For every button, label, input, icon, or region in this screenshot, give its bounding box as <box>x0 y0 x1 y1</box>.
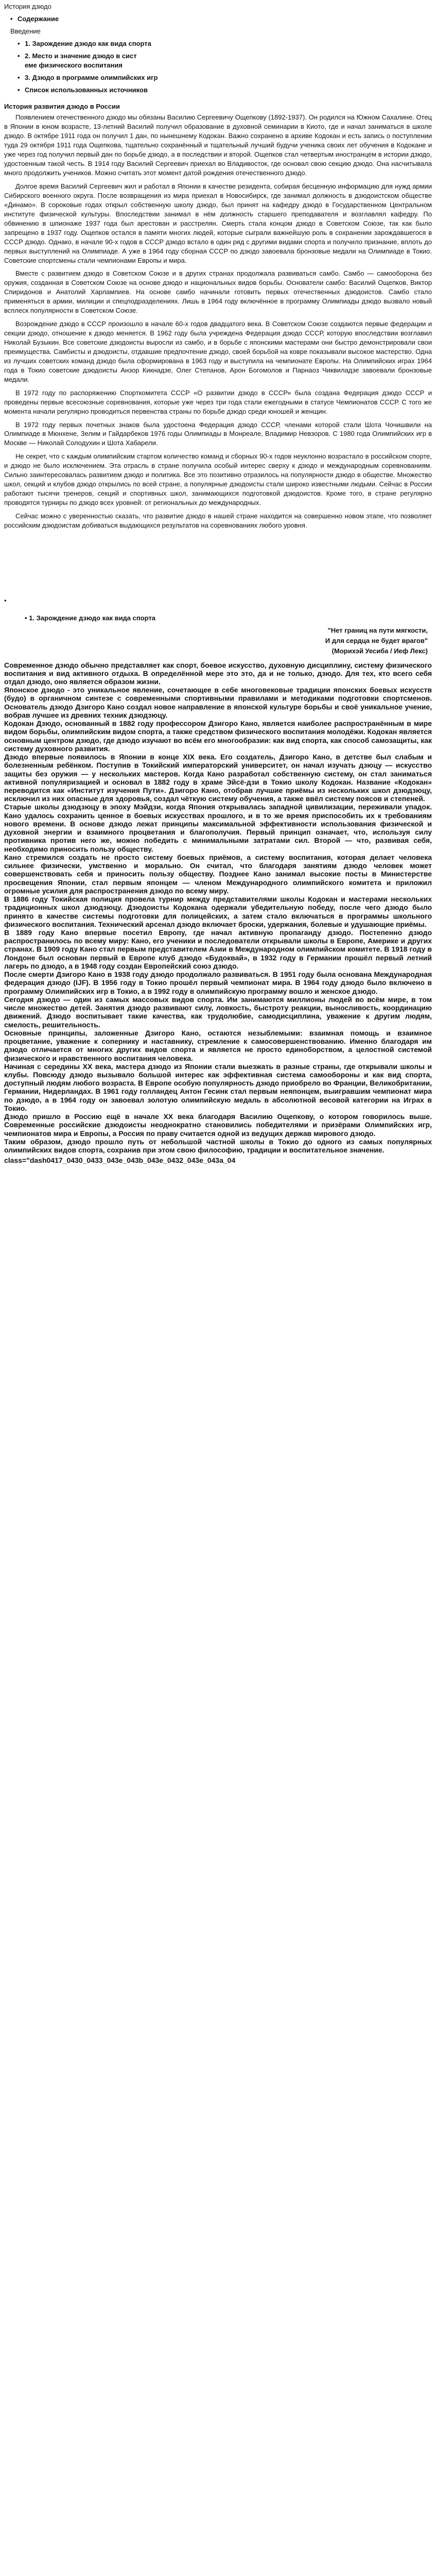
toc-item-1[interactable] <box>10 39 432 48</box>
toc-item-1-text: 1. Зарождение дзюдо как вида спорта <box>25 39 151 47</box>
chapter-paragraph: В 1889 году Кано впервые посетил Европу, где начал активную пропаганду дзюдо. Постепенно дзюдо распространилось по всему миру: Кано, его ученики и последователи открывали школы в Европе, Америке и других странах. В 1909 году Кано стал первым представителем Азии в Международном олимпийском комитете. В 1918 году в Лондоне был основан первый в Европе клуб дзюдо «Будоквай», в 1932 году в Германии прошёл первый летний лагерь по дзюдо, а в 1948 году создан Европейский союз дзюдо. <box>4 928 432 970</box>
toc-item-2-text: 2. Место и значение дзюдо в сист <box>25 52 137 60</box>
epigraph-line: "Нет границ на пути мягкости, <box>327 626 428 634</box>
bullet-icon: • <box>18 73 20 81</box>
intro-paragraph: В 1972 году первых почетных знаков была удостоена Федерация дзюдо СССР, членами которой стали Шота Чочишвили на Олимпиаде в Мюнхене, Зелим и Гайдарбеков 1976 годы Олимпиады в Монреале, Владимир Невзоров. С 1980 года Олимпийских игр в Москве — Николай Солодухин и Шота Хабарели. <box>4 420 432 447</box>
chapter-paragraph: Основные принципы, заложенные Дзигоро Кано, остаются незыблемыми: взаимная помощь и взаимное процветание, уважение к сопернику и наставнику, стремление к самосовершенствованию. Именно благодаря им дзюдо отличается от многих других видов спорта и является не просто единоборством, а целостной системой физического и нравственного воспитания человека. <box>4 1028 432 1062</box>
bullet-icon: • <box>25 614 27 622</box>
chapter-paragraph: В 1886 году Токийская полиция провела турнир между представителями школы Кодокан и мастерами нескольких традиционных школ дзюдзюцу. Дзюдоисты Кодокана одержали убедительную победу, после чего дзюдо было принято в качестве системы подготовки для полицейских, а затем стало включаться в программы школьного физического воспитания. Технический арсенал дзюдо включает броски, удержания, болевые и удушающие приёмы. <box>4 895 432 928</box>
chapter-paragraph: Таким образом, дзюдо прошло путь от небольшой частной школы в Токио до одного из самых популярных олимпийских видов спорта, сохранив при этом свою философию, традиции и воспитательное значение. <box>4 1137 432 1155</box>
chapter-paragraph: Современное дзюдо обычно представляет как спорт, боевое искусство, духовную дисциплину, систему физического воспитания и вид активного отдыха. В определённой мере это это, да и не только, дзюдо. Для тех, кто всего себя отдал дзюдо, оно является образом жизни. <box>4 660 432 686</box>
chapter-paragraph: Дзюдо пришло в Россию ещё в начале XX века благодаря Василию Ощепкову, о котором говорилось выше. Современные российские дзюдоисты неоднократно становились победителями и призёрами Олимпийских игр, чемпионатов мира и Европы, а Россия по праву считается одной из ведущих держав мирового дзюдо. <box>4 1112 432 1138</box>
chapter-paragraph: Японское дзюдо - это уникальное явление, сочетающее в себе многовековые традиции японских боевых искусств (будо) в органичном синтезе с современными спортивными правилами и методиками подготовки спортсменов. Основатель дзюдо Дзигоро Кано создал новое направление в японской культуре борьбы и своё уникальное учение, вобрав лучшее из древних техник дзюдзюцу. <box>4 686 432 719</box>
bullet-icon: • <box>18 86 20 94</box>
epigraph-author: (Морихэй Уесиба / Иеф Лекс) <box>332 647 428 655</box>
intro-paragraph: Появлением отечественного дзюдо мы обязаны Василию Сергеевичу Ощепкову (1892-1937). Он родился на Южном Сахалине. Отец в Японии в юном возрасте, 13-летний Василий получил образование в духовной семинарии в Киото, где и начал заниматься в школе дзюдо. В октябре 1911 года он получил 1 дан, по нынешнему Кодокан. Важно сохранено в архиве Кодокан и есть запись о поступлении туда 29 октября 1911 года Ощепкова, тщательно сохранённый и тщательный лучший будучи ученика своих лет обучения в Кодокане и уже через год получил первый дан по борьбе дзюдо, а в последствии и второй. Ощепков стал четвертым иностранцем в истории дзюдо, удостоенным такой честь. В 1914 году Василий Сергеевич приехал во Владивосток, где основал свою секцию дзюдо. Она насчитывала много продолжить учеников. Можно считать этот момент датой рождения отечественного дзюдо. <box>4 113 432 177</box>
chapter-paragraph: Начиная с середины XX века, мастера дзюдо из Японии стали выезжать в разные страны, где открывали школы и клубы. Повсюду дзюдо вызывало большой интерес как эффективная система самообороны и как вид спорта, доступный людям любого возраста. В Европе особую популярность дзюдо приобрело во Франции, Великобритании, Германии, Нидерландах. В 1961 году голландец Антон Гесинк стал первым неяпонцем, выигравшим чемпионат мира по дзюдо, а в 1964 году он завоевал золотую олимпийскую медаль в абсолютной весовой категории на Играх в Токио. <box>4 1062 432 1112</box>
bullet-icon: • <box>10 14 13 23</box>
intro-paragraph: Долгое время Василий Сергеевич жил и работал в Японии в качестве резидента, собирая бесценную информацию для нужд армии Сибирского военного округа. После возвращения из мира приехал в Новосибирск, где занимал должность в дзюдоистском обществе «Динамо». В сороковые годах открыл собственную школу дзюдо, был принят на кафедру дзюдо в Государственном Центральном институте физической культуры. Впоследствии занимал в нём должность старшего преподавателя и возглавлял кафедру. По обвинению в шпионаже 1937 года был арестован и расстрелян. Смерть стала концом дзюдо в Советском Союзе, так как было запрещено в 1937 году. Ощепков остался в памяти многих людей, которые сыграли важнейшую роль в сохранении зарождавшегося в СССР дзюдо. Однако, в начале 90-х годов в СССР дзюдо встало в один ряд с другими видами спорта и получило признание, вплоть до первых выступлений на Олимпиаде. А уже в 1964 году сборная СССР по дзюдо завоевала бронзовые медали на Олимпиаде в Токио. Советские спортсмены стали чемпионами Европы и мира. <box>4 182 432 264</box>
intro-paragraph: Не секрет, что с каждым олимпийским стартом количество команд и сборных 90-х годов неуклонно возрастало в российском спорте, и дзюдо не было исключением. Эта отрасль в стране получила особый интерес сверху к дзюдо и международным соревнованиям. Сильно заинтересовалась развитием дзюдо и политика. Все это позитивно отразилось на популярности дзюдо в обществе. Множество школ, секций и клубов дзюдо открылись по всей стране, а популярные дзюдоисты стали широко известными людьми. Сейчас в России работают тысячи тренеров, секций и спортивных школ, занимающихся подготовкой дзюдоистов. Кроме того, в стране регулярно проводятся турниры по дзюдо всех уровней: от региональных до международных. <box>4 452 432 506</box>
chapter-paragraph: Кано стремился создать не просто систему боевых приёмов, а систему воспитания, которая делает человека сильнее физически, умственно и морально. Он считал, что благодаря занятиям дзюдо человек может совершенствовать себя и приносить пользу обществу. Позднее Кано занимал высокие посты в Министерстве просвещения Японии, стал первым японцем — членом Международного олимпийского комитета и приложил огромные усилия для распространения дзюдо по всему миру. <box>4 853 432 895</box>
intro-heading: История развития дзюдо в России <box>4 102 120 110</box>
spacer <box>4 534 432 596</box>
toc-list <box>10 14 432 95</box>
document-title: История дзюдо <box>4 3 51 10</box>
toc-item-sources[interactable] <box>10 86 432 95</box>
toc-contents-text: Содержание <box>18 14 59 23</box>
stray-bullet: • <box>4 596 7 604</box>
chapter-paragraph: Старые школы дзюдзюцу в эпоху Мэйдзи, когда Япония открывалась западной цивилизации, переживали упадок. Кано удалось сохранить ценное в боевых искусствах прошлого, и в то же время приспособить их к требованиям нового времени. В основе дзюдо лежат принципы максимальной эффективности использования физической и духовной энергии и взаимного процветания и благополучия. Первый принцип означает, что, используя силу противника против него же, можно победить с минимальными затратами сил. Второй — что, развивая себя, необходимо приносить пользу обществу. <box>4 803 432 853</box>
epigraph <box>4 626 428 656</box>
chapter-paragraph: После смерти Дзигоро Кано в 1938 году дзюдо продолжало развиваться. В 1951 году была основана Международная федерация дзюдо (IJF). В 1956 году в Токио прошёл первый чемпионат мира. В 1964 году дзюдо было включено в программу Олимпийских игр в Токио, а в 1992 году в олимпийскую программу вошло и женское дзюдо. <box>4 970 432 995</box>
toc-item-2-text-cont: еме физического воспитания <box>25 61 123 69</box>
toc-item-intro[interactable]: Введение <box>10 27 41 35</box>
chapter-1-title <box>25 614 432 623</box>
intro-paragraph: Возрождение дзюдо в СССР произошло в начале 60-х годов двадцатого века. В Советском Союзе создаются первые федерации и секции дзюдо, отношение к дзюдо меняется. В 1962 году была учреждена Федерация дзюдо СССР, которую впоследствии возглавил Николай Бузыкин. Все советские дзюдоисты выросли из самбо, и в борьбе с японскими мастерами они быстро демонстрировали свои преимущества. Самбисты и дзюдоисты, отдавшие предпочтение дзюдо, своей борьбой на ковре показывали высокое мастерство. Одна из лучших советских команд дзюдо была сформирована в 1963 году и выступила на чемпионате Европы. На Олимпийских играх 1964 года в Токио советские дзюдоисты Анзор Кикнадзе, Олег Степанов, Арон Богомолов и Парнаоз Чиквиладзе завоевали бронзовые медали. <box>4 320 432 383</box>
chapter-paragraph: Кодокан Дзюдо, основанный в 1882 году профессором Дзигоро Кано, является наиболее распространённым в мире видом борьбы, олимпийским видом спорта, а также средством физического воспитания молодёжи. Кодокан является основным центром дзюдо, где дзюдо изучают во всём его многообразии: как вид спорта, как способ самозащиты, как систему духовного развития. <box>4 719 432 753</box>
document <box>0 0 436 1165</box>
bullet-icon: • <box>18 52 20 60</box>
chapter-1-title-text: 1. Зарождение дзюдо как вида спорта <box>29 614 156 622</box>
toc-item-sources-text: Список использованных источников <box>25 86 148 94</box>
toc-item-3-text: 3. Дзюдо в программе олимпийских игр <box>25 73 158 81</box>
toc-item-2[interactable] <box>10 52 432 70</box>
epigraph-line: И для сердца не будет врагов" <box>325 636 428 645</box>
intro-paragraph: Сейчас можно с уверенностью сказать, что развитие дзюдо в нашей стране находится на совершенно новом этапе, что позволяет российским дзюдоистам добиваться выдающихся результатов на соревнованиях любого уровня. <box>4 512 432 529</box>
trailing-markup-text: class="dash0417_0430_0433_043e_043b_043e_0432_043e_043a_04 <box>4 1156 236 1165</box>
chapter-1-body <box>4 661 432 1165</box>
chapter-paragraph: Дзюдо впервые появилось в Японии в конце XIX века. Его создатель, Дзигоро Кано, в детстве был слабым и болезненным ребёнком. Поступив в Токийский императорский университет, он начал изучать дзюцу — искусство защиты без оружия — у нескольких мастеров. Когда Кано разработал собственную систему, он стал заниматься активной популяризацией и основал в 1882 году в храме Эйсё-дзи в Токио школу Кодокан. Название «Кодокан» переводится как «Институт изучения Пути». Дзигоро Кано, отобрав лучшие приёмы из нескольких школ дзюдзюцу, исключил из них опасные для здоровья, создал чёткую систему обучения, а также ввёл систему поясов и степеней. <box>4 753 432 803</box>
chapter-paragraph: Сегодня дзюдо — один из самых массовых видов спорта. Им занимаются миллионы людей во всём мире, в том числе множество детей. Занятия дзюдо развивают силу, ловкость, быстроту реакции, выносливость, координацию движений. Дзюдо воспитывает такие качества, как трудолюбие, самодисциплина, уважение к другим людям, смелость, решительность. <box>4 995 432 1029</box>
toc-contents-label[interactable] <box>10 14 432 24</box>
bullet-icon: • <box>18 39 20 47</box>
table-of-contents <box>10 14 432 95</box>
intro-body <box>4 113 432 530</box>
intro-paragraph: В 1972 году по распоряжению Спорткомитета СССР «О развитии дзюдо в СССР» была создана Федерация дзюдо СССР и проведены первые всесоюзные соревнования, которые уже через три года стали ежегодными в статусе Чемпионатов СССР. С того же момента начали регулярно проводиться первенства страны по борьбе дзюдо среди юношей и женщин. <box>4 388 432 415</box>
intro-paragraph: Вместе с развитием дзюдо в Советском Союзе и в других странах продолжала развиваться самбо. Самбо — самооборона без оружия, созданная в Советском Союзе на основе дзюдо и национальных видов борьбы. Основатели самбо: Василий Ощепков, Виктор Спиридонов и Анатолий Харлампиев. На основе самбо начинали готовить первых отечественных дзюдоистов. Самбо стало применяться в армии, милиции и спецподразделениях. Лишь в 1964 году включённое в программу Олимпиады дзюдо вызвало новый всплеск популярности в Советском Союзе. <box>4 269 432 315</box>
toc-item-3[interactable] <box>10 73 432 82</box>
